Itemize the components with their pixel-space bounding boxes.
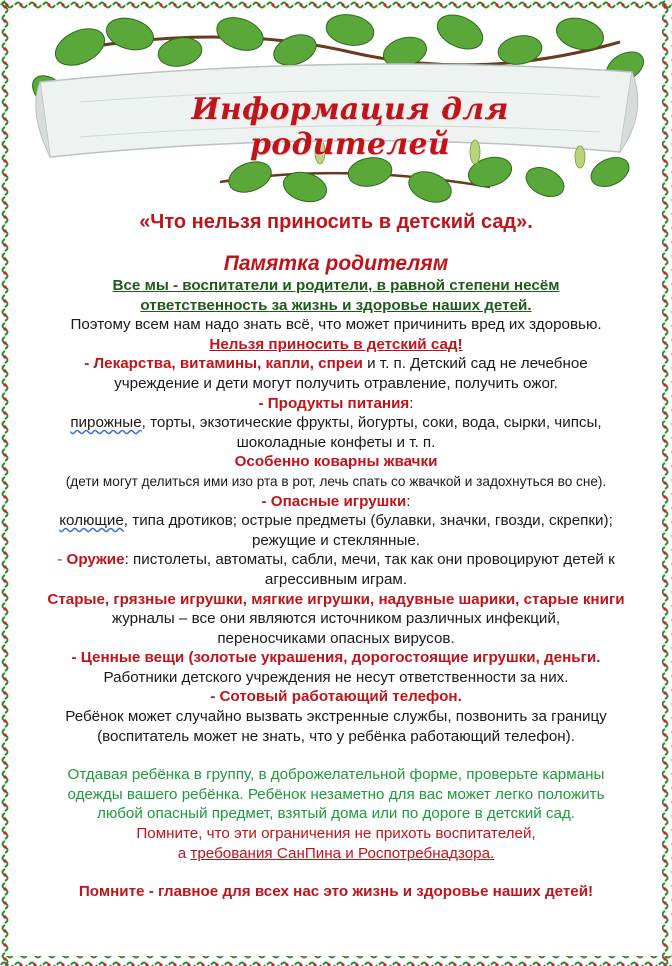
item-phone: Ребёнок может случайно вызвать экстренные службы, позвонить за границу [65, 708, 607, 726]
advice-line-3: любой опасный предмет, взятый дома или по дороге в детский сад. [96, 805, 576, 823]
intro-line-2: ответственность за жизнь и здоровье наших детей. [140, 296, 532, 314]
memo-content [10, 210, 662, 902]
item-phone-cont: (воспитатель может не знать, что у ребёнка работающий телефон). [97, 727, 575, 745]
banner-title: Информация для родителей [191, 92, 509, 162]
item-medicine-cont: учреждение и дети могут получить отравление, получить ожог. [114, 374, 558, 392]
item-dirty-cont: переносчиками опасных вирусов. [217, 629, 455, 647]
advice-line-2: одежды вашего ребёнка. Ребёнок незаметно для вас может легко положить [67, 785, 605, 803]
item-medicine: - Лекарства, витамины, капли, спреи и т. п. Детский сад не лечебное [84, 355, 588, 373]
headline: «Что нельзя приносить в детский сад». [139, 211, 533, 233]
item-toys-cont: режущие и стеклянные. [251, 531, 421, 549]
reminder-line-2: а требования СанПина и Роспотребнадзора. [177, 844, 495, 862]
item-dirty: журналы – все они являются источником различных инфекций, [111, 610, 561, 628]
memo-title: Памятка родителям [223, 252, 449, 275]
item-valuables: Работники детского учреждения не несут ответственности за них. [103, 668, 569, 686]
item-gum-title: Особенно коварны жвачки [234, 453, 438, 471]
item-food-cont: шоколадные конфеты и т. п. [236, 433, 436, 451]
item-food: пирожные, торты, экзотические фрукты, йогурты, соки, вода, сырки, чипсы, [70, 414, 602, 432]
intro-line-3: Поэтому всем нам надо знать всё, что может причинить вред их здоровью. [70, 316, 602, 334]
item-weapons-cont: агрессивным играм. [264, 570, 408, 588]
regulations-text: требования СанПина и Роспотребнадзора. [190, 844, 495, 862]
item-food-title: - Продукты питания: [258, 394, 414, 412]
item-valuables-title: - Ценные вещи (золотые украшения, дорогостоящие игрушки, деньги. [71, 649, 601, 667]
item-dirty-title: Старые, грязные игрушки, мягкие игрушки, надувные шарики, старые книги [47, 590, 625, 608]
item-toys-title: - Опасные игрушки: [261, 492, 411, 510]
intro-line-1: Все мы - воспитатели и родители, в равной степени несём [112, 277, 560, 294]
advice-line-1: Отдавая ребёнка в группу, в доброжелательной форме, проверьте карманы [67, 766, 605, 784]
header-banner [20, 12, 652, 208]
item-phone-title: - Сотовый работающий телефон. [210, 688, 462, 706]
item-weapons: - Оружие: пистолеты, автоматы, сабли, мечи, так как они провоцируют детей к [57, 551, 615, 569]
item-toys: колющие, типа дротиков; острые предметы (булавки, значки, гвозди, скрепки); [59, 512, 613, 530]
item-gum: (дети могут делиться ими изо рта в рот, лечь спать со жвачкой и задохнуться во сне). [65, 473, 607, 489]
reminder-line-1: Помните, что эти ограничения не прихоть воспитателей, [136, 825, 536, 843]
closing-text: Помните - главное для всех нас это жизнь и здоровье наших детей! [78, 883, 594, 901]
forbidden-header: Нельзя приносить в детский сад! [209, 335, 463, 353]
